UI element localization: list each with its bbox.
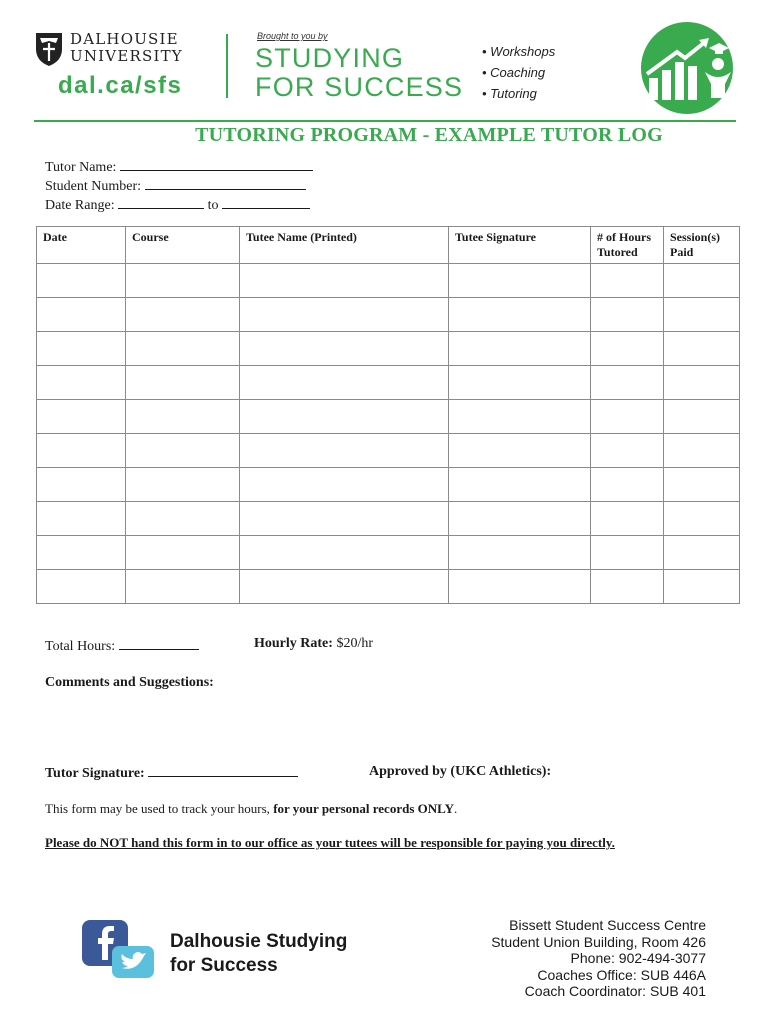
records-note-text: This form may be used to track your hours, [45, 801, 274, 816]
date-cell[interactable] [37, 434, 126, 468]
header-divider [226, 34, 228, 98]
service-item: • Workshops [482, 41, 555, 62]
course-cell[interactable] [126, 570, 240, 604]
date-cell[interactable] [37, 298, 126, 332]
footer-brand-line1: Dalhousie Studying [170, 931, 348, 952]
student-number-field[interactable] [45, 176, 306, 196]
records-note-end: . [454, 801, 458, 816]
table-row [37, 570, 740, 604]
success-growth-logo-icon [633, 22, 741, 114]
tutee-name-cell[interactable] [240, 502, 449, 536]
tutee-name-cell[interactable] [240, 264, 449, 298]
table-row [37, 298, 740, 332]
tutee-name-cell[interactable] [240, 332, 449, 366]
column-header-tutee-name: Tutee Name (Printed) [240, 227, 449, 264]
hours-cell[interactable] [591, 332, 664, 366]
tutee-name-cell[interactable] [240, 468, 449, 502]
tutee-name-cell[interactable] [240, 536, 449, 570]
tutee-name-cell[interactable] [240, 298, 449, 332]
contact-line: Phone: 902-494-3077 [570, 950, 706, 966]
hours-cell[interactable] [591, 570, 664, 604]
footer-brand-line2: for Success [170, 955, 278, 976]
records-note-emphasis: for your personal records ONLY [273, 801, 454, 816]
hours-cell[interactable] [591, 468, 664, 502]
contact-line: Coaches Office: SUB 446A [537, 966, 706, 983]
hours-cell[interactable] [591, 400, 664, 434]
column-header-hours: # of Hours Tutored [591, 227, 664, 264]
tutor-signature-label: Tutor Signature: [45, 766, 145, 781]
sessions-paid-cell[interactable] [664, 502, 740, 536]
facebook-twitter-icon[interactable] [80, 918, 158, 980]
program-name-line2: FOR SUCCESS [255, 72, 464, 102]
total-hours-label: Total Hours: [45, 639, 116, 654]
services-list [482, 41, 555, 104]
student-number-line[interactable] [145, 176, 306, 190]
table-row [37, 332, 740, 366]
hours-cell[interactable] [591, 264, 664, 298]
header-rule [34, 120, 736, 122]
tutee-signature-cell[interactable] [449, 502, 591, 536]
tutee-signature-cell[interactable] [449, 366, 591, 400]
tutee-signature-cell[interactable] [449, 400, 591, 434]
table-row [37, 400, 740, 434]
table-row [37, 468, 740, 502]
service-item: • Tutoring [482, 83, 555, 104]
column-header-date: Date [37, 227, 126, 264]
document-title: TUTORING PROGRAM - EXAMPLE TUTOR LOG [195, 124, 663, 146]
course-cell[interactable] [126, 468, 240, 502]
tutor-name-label: Tutor Name: [45, 160, 117, 175]
university-name-line2: UNIVERSITY [70, 47, 183, 65]
tutee-name-cell[interactable] [240, 570, 449, 604]
tutee-signature-cell[interactable] [449, 468, 591, 502]
hours-cell[interactable] [591, 298, 664, 332]
sessions-paid-cell[interactable] [664, 298, 740, 332]
course-cell[interactable] [126, 400, 240, 434]
tutee-signature-cell[interactable] [449, 536, 591, 570]
date-cell[interactable] [37, 332, 126, 366]
date-cell[interactable] [37, 502, 126, 536]
hours-cell[interactable] [591, 536, 664, 570]
tutor-name-field[interactable] [45, 157, 313, 177]
sfs-url: dal.ca/sfs [58, 72, 183, 99]
tutor-log-table [36, 226, 740, 604]
hours-cell[interactable] [591, 502, 664, 536]
date-range-to: to [207, 198, 219, 213]
tutee-name-cell[interactable] [240, 366, 449, 400]
contact-line: Coach Coordinator: SUB 401 [524, 983, 706, 999]
date-cell[interactable] [37, 536, 126, 570]
university-name-line1: DALHOUSIE [70, 30, 179, 48]
date-cell[interactable] [37, 400, 126, 434]
sessions-paid-cell[interactable] [664, 332, 740, 366]
table-row [37, 502, 740, 536]
hourly-rate-label: Hourly Rate: [254, 636, 333, 651]
service-item: • Coaching [482, 62, 555, 83]
date-cell[interactable] [37, 468, 126, 502]
column-header-sessions-paid: Session(s) Paid [664, 227, 740, 264]
course-cell[interactable] [126, 434, 240, 468]
tutor-signature-line[interactable] [148, 763, 298, 777]
course-cell[interactable] [126, 536, 240, 570]
tutor-name-line[interactable] [120, 157, 313, 171]
hourly-rate [254, 634, 373, 653]
date-range-end-line[interactable] [222, 195, 310, 209]
contact-info [491, 917, 706, 1000]
comments-label: Comments and Suggestions: [45, 675, 214, 690]
tutor-signature-field[interactable] [45, 763, 298, 783]
date-cell[interactable] [37, 570, 126, 604]
university-name [70, 31, 183, 65]
date-range-label: Date Range: [45, 198, 115, 213]
student-number-label: Student Number: [45, 179, 142, 194]
sessions-paid-cell[interactable] [664, 468, 740, 502]
course-cell[interactable] [126, 502, 240, 536]
date-range-field[interactable] [45, 195, 310, 215]
dalhousie-crest-icon [34, 31, 64, 67]
column-header-tutee-signature: Tutee Signature [449, 227, 591, 264]
records-note [45, 799, 457, 818]
date-cell[interactable] [37, 366, 126, 400]
tutee-signature-cell[interactable] [449, 434, 591, 468]
tutee-signature-cell[interactable] [449, 298, 591, 332]
date-range-start-line[interactable] [118, 195, 204, 209]
table-row [37, 366, 740, 400]
course-cell[interactable] [126, 366, 240, 400]
sessions-paid-cell[interactable] [664, 434, 740, 468]
tutee-signature-cell[interactable] [449, 570, 591, 604]
table-row [37, 536, 740, 570]
approved-by-label: Approved by (UKC Athletics): [369, 764, 552, 779]
hours-cell[interactable] [591, 434, 664, 468]
contact-line: Bissett Student Success Centre [509, 917, 706, 933]
footer-brand [170, 930, 347, 978]
course-cell[interactable] [126, 298, 240, 332]
table-header-row [37, 227, 740, 264]
tutee-signature-cell[interactable] [449, 264, 591, 298]
contact-line: Student Union Building, Room 426 [491, 933, 706, 950]
total-hours-field[interactable] [45, 636, 199, 656]
sessions-paid-cell[interactable] [664, 366, 740, 400]
program-name [255, 44, 463, 102]
table-row [37, 434, 740, 468]
date-cell[interactable] [37, 264, 126, 298]
column-header-course: Course [126, 227, 240, 264]
program-name-line1: STUDYING [255, 43, 405, 73]
hours-cell[interactable] [591, 366, 664, 400]
course-cell[interactable] [126, 264, 240, 298]
sessions-paid-cell[interactable] [664, 264, 740, 298]
total-hours-line[interactable] [119, 636, 199, 650]
sessions-paid-cell[interactable] [664, 536, 740, 570]
warning-note: Please do NOT hand this form in to our office as your tutees will be responsible for paying you directly. [45, 835, 615, 850]
table-row [37, 264, 740, 298]
tutee-signature-cell[interactable] [449, 332, 591, 366]
tutee-name-cell[interactable] [240, 434, 449, 468]
tutee-name-cell[interactable] [240, 400, 449, 434]
sessions-paid-cell[interactable] [664, 400, 740, 434]
hourly-rate-value: $20/hr [336, 636, 373, 651]
brought-by-text: Brought to you by [257, 31, 328, 41]
course-cell[interactable] [126, 332, 240, 366]
sessions-paid-cell[interactable] [664, 570, 740, 604]
